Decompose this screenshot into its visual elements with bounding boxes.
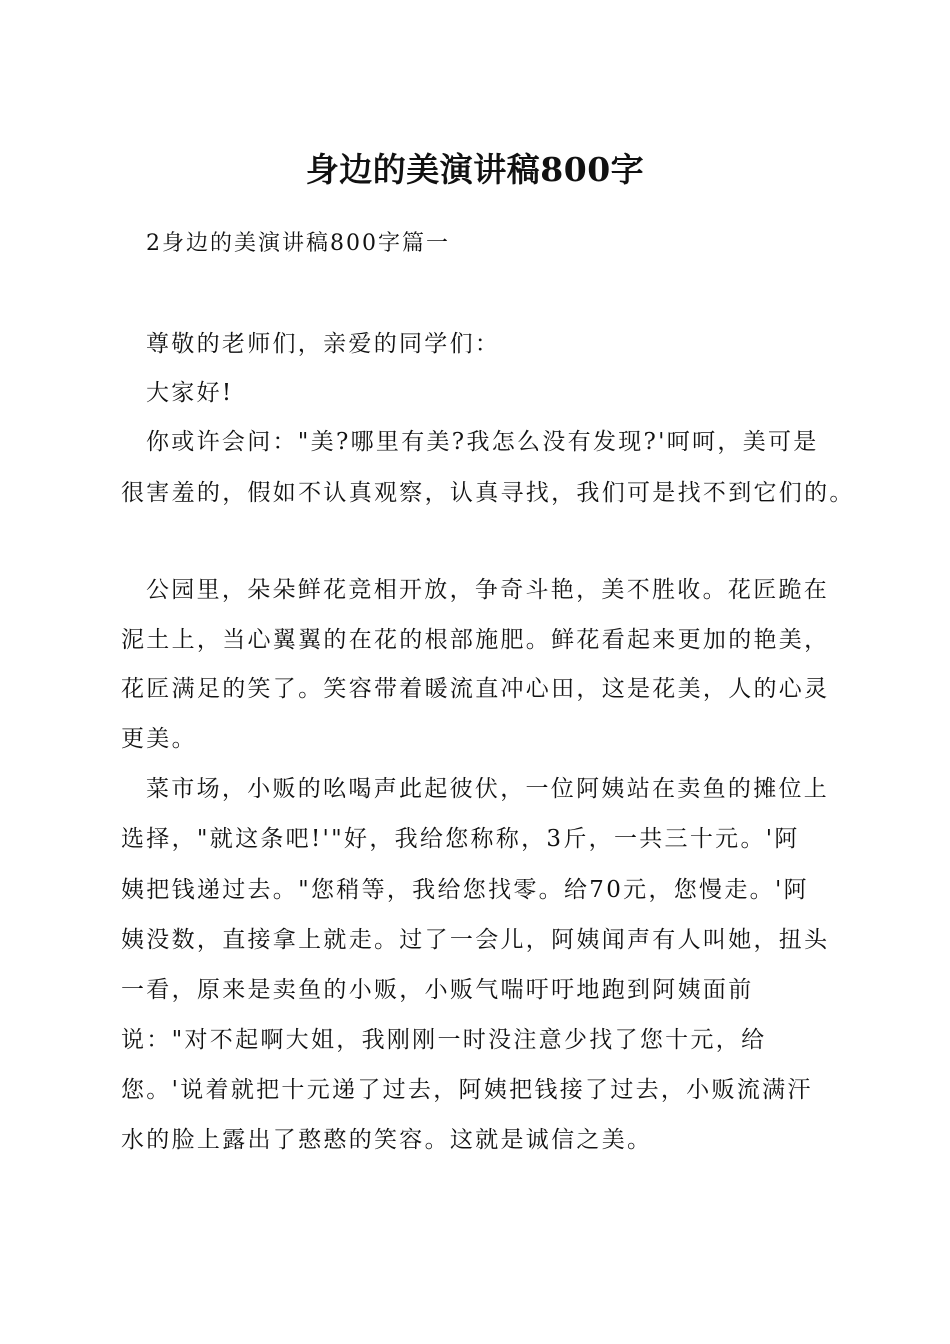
paragraph-3-line-8: 水的脸上露出了憨憨的笑容。这就是诚信之美。 [121,1127,653,1153]
hello-line: 大家好! [146,380,234,406]
paragraph-2-line-1: 公园里，朵朵鲜花竞相开放，争奇斗艳，美不胜收。花匠跪在 [146,577,830,603]
paragraph-1-line-1: 你或许会问："美?哪里有美?我怎么没有发现?'呵呵，美可是 [146,429,819,455]
paragraph-3-line-2: 选择，"就这条吧!'"好，我给您称称，3斤，一共三十元。'阿 [121,826,800,852]
document-subtitle: 2身边的美演讲稿800字篇一 [146,231,450,256]
paragraph-2-line-3: 花匠满足的笑了。笑容带着暖流直冲心田，这是花美，人的心灵 [121,676,830,702]
paragraph-1-line-2: 很害羞的，假如不认真观察，认真寻找，我们可是找不到它们的。 [121,480,855,506]
document-title: 身边的美演讲稿800字 [305,150,645,189]
paragraph-3-line-6: 说："对不起啊大姐，我刚刚一时没注意少找了您十元，给 [121,1027,767,1053]
paragraph-3-line-4: 姨没数，直接拿上就走。过了一会儿，阿姨闻声有人叫她，扭头 [121,927,830,953]
paragraph-2-line-4: 更美。 [121,726,197,752]
greeting-line: 尊敬的老师们，亲爱的同学们： [146,331,501,357]
paragraph-3-line-7: 您。'说着就把十元递了过去，阿姨把钱接了过去，小贩流满汗 [121,1077,813,1103]
paragraph-3-line-5: 一看，原来是卖鱼的小贩，小贩气喘吁吁地跑到阿姨面前 [121,977,754,1003]
paragraph-2-line-2: 泥土上，当心翼翼的在花的根部施肥。鲜花看起来更加的艳美， [121,627,830,653]
paragraph-3-line-1: 菜市场，小贩的吆喝声此起彼伏，一位阿姨站在卖鱼的摊位上 [146,776,830,802]
paragraph-3-line-3: 姨把钱递过去。"您稍等，我给您找零。给70元，您慢走。'阿 [121,877,809,903]
